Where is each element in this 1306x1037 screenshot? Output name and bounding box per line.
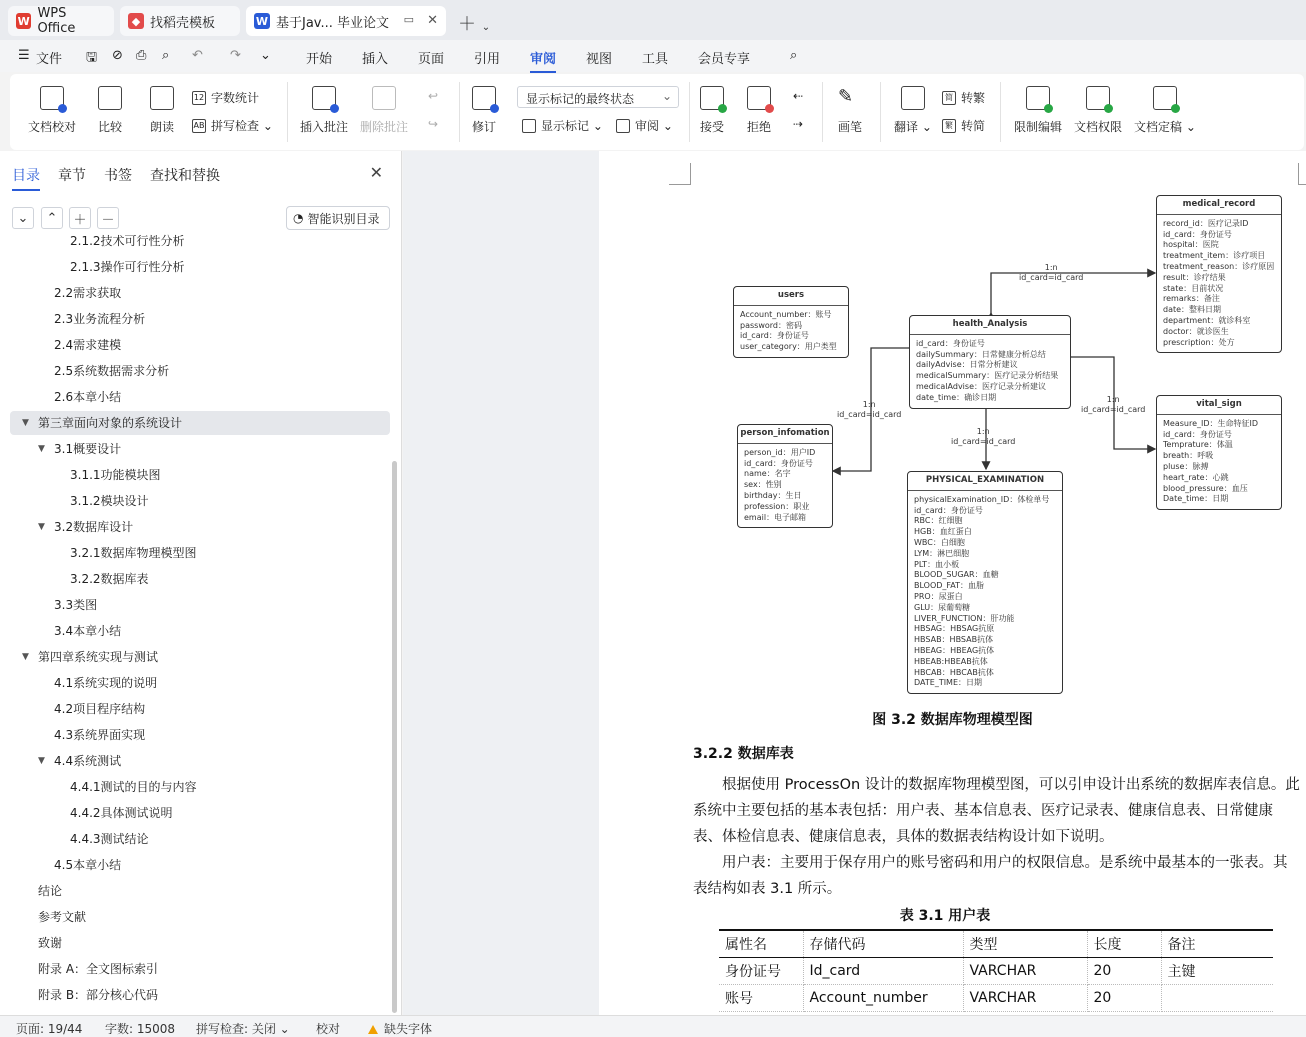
warning-icon (368, 1025, 378, 1034)
entity-field: DATE_TIME：日期 (914, 678, 983, 688)
table-cell: Account_number (803, 985, 963, 1012)
ribbon-divider (689, 82, 690, 142)
menu-review[interactable]: 审阅 (530, 48, 556, 67)
entity-field: medicalSummary：医疗记录分析结果 (916, 371, 1059, 381)
toc-item-label: 2.1.2技术可行性分析 (70, 234, 185, 248)
prev-comment-icon[interactable]: ↩ (428, 89, 439, 103)
translate-button[interactable]: 翻译 ⌄ (894, 86, 932, 135)
entity-field: id_card：身份证号 (1163, 229, 1232, 239)
proofread-button[interactable]: 文档校对 (28, 86, 76, 135)
user-table (719, 929, 1273, 1012)
table-cell: Id_card (803, 958, 963, 985)
paragraph: 根据使用 ProcessOn 设计的数据库物理模型图，可以引申设计出系统的数据库表信息。此系统中主要包括的基本表包括：用户表、基本信息表、医疗记录表、健康信息表、日常健康表、体检信息表、健康信息表，具体的数据表结构设计如下说明。 (693, 777, 1300, 845)
entity-field: heart_rate：心跳 (1163, 472, 1229, 482)
toc-item[interactable] (10, 697, 390, 721)
table-cell: 20 (1087, 985, 1161, 1012)
revise-button[interactable]: 修订 (472, 86, 496, 135)
toc-item-label: 2.5系统数据需求分析 (54, 364, 170, 378)
toc-item-label: 4.3系统界面实现 (54, 728, 146, 742)
table-cell: 账号 (719, 985, 803, 1012)
toc-item-label: 结论 (38, 884, 63, 898)
simplified-icon: 繁 (942, 119, 956, 133)
entity-field: HBSAB：HBSAB抗体 (914, 635, 994, 645)
entity-field: medicalAdvise：医疗记录分析建议 (916, 381, 1046, 391)
proofread-icon (40, 86, 64, 110)
entity-field: id_card：身份证号 (1163, 429, 1232, 439)
entity-field: hospital：医院 (1163, 240, 1219, 250)
entity-field: Account_number：账号 (740, 309, 832, 319)
ribbon-divider (822, 82, 823, 142)
menu-start[interactable]: 开始 (306, 52, 333, 67)
markup-state-select[interactable]: 显示标记的最终状态 ⌄ (517, 86, 679, 108)
expand-triangle-icon[interactable]: ▼ (38, 444, 45, 454)
toc-item[interactable] (10, 255, 390, 279)
table-row (719, 985, 1273, 1012)
save-icon[interactable]: 🖫 (86, 50, 98, 65)
tab-label: 找稻壳模板 (150, 15, 216, 31)
undo-icon[interactable]: ↶ (192, 48, 203, 63)
ribbon-divider (287, 82, 288, 142)
toc-item-label: 2.4需求建模 (54, 338, 122, 352)
tab-wps-office[interactable] (8, 6, 114, 36)
tab-document[interactable] (246, 6, 446, 36)
entity-fields (1157, 415, 1281, 509)
delete-comment-icon (372, 86, 396, 110)
expand-triangle-icon[interactable]: ▼ (38, 522, 45, 532)
read-aloud-button[interactable]: 朗读 (150, 86, 174, 135)
toc-item[interactable] (10, 385, 390, 409)
more-icon[interactable]: ⌄ (260, 48, 271, 63)
entity-field: HGB：血红蛋白 (914, 527, 972, 537)
entity-field: birthday：生日 (744, 490, 802, 500)
menu-member[interactable]: 会员专享 (698, 52, 751, 67)
entity-field: Temprature：体温 (1163, 440, 1233, 450)
entity-physical-examination: PHYSICAL_EXAMINATION physicalExamination_ID：体检单号 id_card：身份证号 RBC：红细胞 HGB：血红蛋白 WBC：白细胞 LYM：淋巴细胞 PLT：血小板 BLOOD_SUGAR：血糖 BLOOD_FAT：血脂 PRO：尿蛋白 GLU：尿葡萄糖 LIVER_FUNCTION：肝功能 HBSAG：HBSAG抗原 HBSAB：HBSAB抗体 HBEAG：HBEAG抗体 HBEAB:HBEAB抗体 HBCAB：HBCAB抗体 DATE_TIME：日期 (907, 471, 1063, 694)
word-count-button[interactable]: 12 字数统计 (193, 91, 260, 105)
relation-label: 1:n id_card=id_card (1081, 395, 1146, 414)
toc-item-label: 3.2.2数据库表 (70, 572, 149, 586)
entity-field: dailySummary：日常健康分析总结 (916, 349, 1046, 359)
entity-field: dailyAdvise：日常分析建议 (916, 360, 1018, 370)
toc-item-label: 3.2数据库设计 (54, 520, 134, 534)
entity-field: state：目前状况 (1163, 283, 1224, 293)
menu-view[interactable]: 视图 (586, 52, 613, 67)
new-tab-icon[interactable]: ＋ ⌄ (458, 14, 491, 35)
compare-icon (98, 86, 122, 110)
review-pane-icon (616, 119, 630, 133)
document-page (599, 151, 1306, 1015)
to-traditional-button[interactable]: 简 转繁 (942, 89, 985, 106)
entity-field: PLT：血小板 (914, 559, 960, 569)
insert-comment-icon (312, 86, 336, 110)
toc-item[interactable] (10, 957, 390, 981)
docer-logo-icon: ◆ (128, 13, 144, 29)
toc-item-label: 3.4本章小结 (54, 624, 122, 638)
review-pane-button[interactable]: 审阅 ⌄ (616, 117, 673, 134)
entity-fields (738, 444, 832, 528)
toc-item[interactable] (10, 489, 390, 513)
search-icon[interactable]: ⌕ (790, 48, 798, 63)
doc-permission-button[interactable]: 文档权限 (1074, 86, 1122, 135)
toc-item[interactable] (10, 567, 390, 591)
toc-item[interactable] (10, 411, 390, 435)
entity-field: sex：性别 (744, 480, 782, 490)
entity-person-infomation: person_infomation person_id：用户ID id_card：身份证号 name：名字 sex：性别 birthday：生日 profession：职业 email：电子邮箱 (737, 424, 833, 528)
toc-item[interactable] (10, 307, 390, 331)
table-header-row (719, 930, 1273, 958)
toc-item[interactable] (10, 619, 390, 643)
entity-field: WBC：白细胞 (914, 537, 965, 547)
finalize-icon (1153, 86, 1177, 110)
table-header-cell: 类型 (963, 930, 1087, 958)
table-header-cell: 备注 (1161, 930, 1273, 958)
relation-label: 1:n id_card=id_card (951, 427, 1016, 446)
entity-field: remarks：备注 (1163, 294, 1220, 304)
doc-permission-icon (1086, 86, 1110, 110)
reject-button[interactable]: 拒绝 (747, 86, 771, 135)
table-cell: VARCHAR (963, 985, 1087, 1012)
table-row (719, 958, 1273, 985)
toc-item[interactable] (10, 749, 390, 773)
expand-triangle-icon[interactable]: ▼ (38, 756, 45, 766)
entity-field: id_card：身份证号 (744, 458, 813, 468)
toc-item-label: 2.2需求获取 (54, 286, 122, 300)
table-header-cell: 存储代码 (803, 930, 963, 958)
toc-item[interactable] (10, 437, 390, 461)
traditional-icon: 简 (942, 91, 956, 105)
tab-find-replace[interactable]: 查找和替换 (150, 168, 220, 184)
toc-item-label: 4.4系统测试 (54, 754, 122, 768)
word-count-status[interactable]: 字数: 15008 (105, 1022, 176, 1036)
entity-field: password：密码 (740, 320, 802, 330)
table-cell: 主键 (1161, 958, 1273, 985)
toc-item-label: 4.1系统实现的说明 (54, 676, 158, 690)
entity-field: id_card：身份证号 (740, 331, 809, 341)
read-aloud-icon (150, 86, 174, 110)
pen-icon: ✎ (838, 86, 862, 110)
menu-tools[interactable]: 工具 (642, 52, 669, 67)
ribbon-divider (459, 82, 460, 142)
print-preview-icon[interactable]: ⌕ (162, 48, 170, 63)
entity-field: date：整料日期 (1163, 305, 1222, 315)
accept-button[interactable]: 接受 (700, 86, 724, 135)
entity-users: users Account_number：账号 password：密码 id_card：身份证号 user_category：用户类型 (733, 286, 849, 358)
paragraph: 用户表：主要用于保存用户的账号密码和用户的权限信息。是系统中最基本的一张表。其表结构如表 3.1 所示。 (693, 855, 1288, 897)
entity-field: HBEAG：HBEAG抗体 (914, 645, 995, 655)
toc-item[interactable] (10, 879, 390, 903)
entity-field: user_category：用户类型 (740, 342, 837, 352)
ribbon-divider (1000, 82, 1001, 142)
toc-item[interactable] (10, 801, 390, 825)
toc-item[interactable] (10, 931, 390, 955)
link-icon[interactable]: ⊘ (112, 48, 123, 63)
entity-field: profession：职业 (744, 501, 810, 511)
toc-item-label: 第三章面向对象的系统设计 (38, 416, 183, 430)
redo-icon[interactable]: ↷ (230, 48, 241, 63)
tab-chapters[interactable]: 章节 (58, 168, 86, 184)
smart-toc-button[interactable]: ◔ 智能识别目录 (286, 206, 390, 230)
tab-bookmarks[interactable]: 书签 (104, 168, 132, 184)
translate-icon (901, 86, 925, 110)
entity-field: result：诊疗结果 (1163, 272, 1226, 282)
toc-item[interactable] (10, 515, 390, 539)
restrict-edit-icon (1026, 86, 1050, 110)
writer-logo-icon: W (255, 14, 269, 28)
toc-item-label: 4.4.3测试结论 (70, 832, 149, 846)
toc-item[interactable] (10, 593, 390, 617)
table-header-cell: 长度 (1087, 930, 1161, 958)
toc-item[interactable] (10, 983, 390, 1007)
tab-template[interactable] (120, 6, 240, 36)
entity-field: id_card：身份证号 (916, 338, 985, 348)
entity-field: id_card：身份证号 (914, 505, 983, 515)
section-heading: 3.2.2 数据库表 (693, 746, 794, 762)
show-markup-button[interactable]: 显示标记 ⌄ (522, 117, 603, 134)
finalize-button[interactable]: 文档定稿 ⌄ (1134, 86, 1196, 135)
ribbon-divider (880, 82, 881, 142)
toc-item-label: 3.3类图 (54, 598, 98, 612)
toc-item[interactable] (10, 671, 390, 695)
remove-heading-button[interactable]: － (97, 207, 119, 229)
pen-button[interactable]: ✎ 画笔 (838, 86, 863, 134)
tab-label: 基于Jav... 毕业论文 (276, 15, 390, 31)
entity-field: LIVER_FUNCTION：肝功能 (914, 613, 1015, 623)
toc-item-label: 2.6本章小结 (54, 390, 122, 404)
toc-item[interactable] (10, 541, 390, 565)
entity-field: name：名字 (744, 469, 791, 479)
toc-item[interactable] (10, 775, 390, 799)
entity-field: email：电子邮箱 (744, 512, 807, 522)
close-tab-icon[interactable]: ✕ (427, 13, 438, 28)
close-icon[interactable]: ✕ (369, 163, 383, 182)
entity-health-analysis: health_Analysis id_card：身份证号 dailySummary：日常健康分析总结 dailyAdvise：日常分析建议 medicalSummary：医疗记录分析结果 medicalAdvise：医疗记录分析建议 date_time：确诊日期 (909, 315, 1071, 409)
tab-toc[interactable]: 目录 (12, 165, 40, 185)
expand-triangle-icon[interactable]: ▼ (22, 418, 29, 428)
document-area (403, 151, 1306, 1015)
compare-button[interactable]: 比较 (98, 86, 122, 135)
toc-item-label: 附录 A：全文图标索引 (38, 962, 159, 976)
entity-field: treatment_reason：诊疗原因 (1163, 261, 1275, 271)
chevron-down-icon: ⌄ (661, 89, 672, 103)
entity-fields (910, 335, 1070, 408)
toc-item[interactable] (10, 827, 390, 851)
table-cell: 身份证号 (719, 958, 803, 985)
expand-all-button[interactable]: ⌄ (12, 207, 34, 229)
revise-icon (472, 86, 496, 110)
delete-comment-button[interactable]: 删除批注 (360, 86, 408, 135)
toc-item[interactable] (10, 645, 390, 669)
title-bar (0, 0, 1306, 40)
toc-item-label: 2.3业务流程分析 (54, 312, 146, 326)
toc-item[interactable] (10, 333, 390, 357)
menu-page[interactable]: 页面 (418, 52, 445, 67)
to-simplified-button[interactable]: 繁 转简 (942, 117, 985, 134)
missing-font-status[interactable]: 缺失字体 (368, 1020, 432, 1037)
toc-item[interactable] (10, 853, 390, 877)
entity-field: blood_pressure：血压 (1163, 483, 1248, 493)
entity-field: treatment_item：诊疗项目 (1163, 251, 1266, 261)
menu-insert[interactable]: 插入 (362, 52, 389, 67)
entity-field: record_id：医疗记录ID (1163, 218, 1249, 228)
table-header-cell: 属性名 (719, 930, 803, 958)
menu-bar (0, 40, 1306, 72)
reject-icon (747, 86, 771, 110)
toc-item-label: 3.2.1数据库物理模型图 (70, 546, 197, 560)
page-indicator[interactable]: 页面: 19/44 (16, 1022, 83, 1036)
spell-check-icon: AB (192, 119, 206, 133)
toc-item-label: 参考文献 (38, 910, 87, 924)
entity-medical-record: medical_record record_id：医疗记录ID id_card：身份证号 hospital：医院 treatment_item：诊疗项目 treatment_reason：诊疗原因 result：诊疗结果 state：目前状况 remarks：备注 date：整料日期 department：就诊科室 doctor：就诊医生 prescription：处方 (1156, 195, 1282, 353)
smart-toc-icon: ◔ (293, 211, 304, 225)
entity-field: HBEAB:HBEAB抗体 (914, 656, 988, 666)
tab-label: WPS Office (37, 6, 76, 36)
entity-field: BLOOD_SUGAR：血糖 (914, 570, 999, 580)
toc-item-label: 3.1.2模块设计 (70, 494, 149, 508)
show-markup-icon (522, 119, 536, 133)
status-bar (0, 1015, 1306, 1037)
entity-fields (734, 306, 848, 357)
toc-item[interactable] (10, 281, 390, 305)
spell-check-button[interactable]: AB 拼写检查 ⌄ (193, 118, 273, 133)
entity-field: BLOOD_FAT：血脂 (914, 581, 985, 591)
entity-field: doctor：就诊医生 (1163, 326, 1229, 336)
toc-item-label: 4.5本章小结 (54, 858, 122, 872)
entity-field: HBCAB：HBCAB抗体 (914, 667, 994, 677)
entity-fields (908, 491, 1062, 693)
expand-triangle-icon[interactable]: ▼ (22, 652, 29, 662)
menu-file[interactable]: 文件 (36, 52, 63, 67)
restrict-edit-button[interactable]: 限制编辑 (1014, 86, 1062, 135)
toc-item[interactable] (10, 463, 390, 487)
collapse-all-button[interactable]: ⌃ (41, 207, 63, 229)
entity-field: physicalExamination_ID：体检单号 (914, 494, 1050, 504)
next-comment-icon[interactable]: ↪ (428, 117, 439, 131)
table-cell: 20 (1087, 958, 1161, 985)
toc-item[interactable] (10, 905, 390, 929)
figure-caption: 图 3.2 数据库物理模型图 (872, 712, 1033, 728)
spell-check-status[interactable]: 拼写检查: 关闭 ⌄ (196, 1022, 290, 1036)
toc-item-label: 4.2项目程序结构 (54, 702, 146, 716)
table-caption: 表 3.1 用户表 (899, 908, 991, 924)
entity-field: person_id：用户ID (744, 447, 816, 457)
relation-label: 1:n id_card=id_card (837, 400, 902, 419)
toc-item-label: 2.1.3操作可行性分析 (70, 260, 185, 274)
toc-scrollbar[interactable] (392, 461, 397, 1013)
entity-field: HBSAG：HBSAG抗原 (914, 624, 995, 634)
toc-item[interactable] (10, 359, 390, 383)
toc-item-label: 附录 B：部分核心代码 (38, 988, 159, 1002)
print-icon[interactable]: ⎙ (136, 48, 147, 63)
toc-item-label: 第四章系统实现与测试 (38, 650, 159, 664)
entity-fields (1157, 215, 1281, 353)
navigation-panel (0, 151, 402, 1015)
proofread-status[interactable]: 校对 (316, 1022, 341, 1036)
toc-item-label: 致谢 (38, 936, 63, 950)
toc-item-label: 4.4.2具体测试说明 (70, 806, 173, 820)
word-count-icon: 12 (192, 91, 206, 105)
toc-item-label: 3.1概要设计 (54, 442, 122, 456)
entity-field: Date_time：日期 (1163, 494, 1229, 504)
add-heading-button[interactable]: ＋ (69, 207, 91, 229)
accept-icon (700, 86, 724, 110)
table-cell: VARCHAR (963, 958, 1087, 985)
relation-label: 1:n id_card=id_card (1019, 263, 1084, 282)
entity-vital-sign: vital_sign Measure_ID：生命特征ID id_card：身份证号 Temprature：体温 breath：呼吸 pluse：脉搏 heart_rate：心跳 blood_pressure：血压 Date_time：日期 (1156, 395, 1282, 510)
wps-logo-icon: W (17, 14, 30, 28)
entity-field: department：就诊科室 (1163, 315, 1251, 325)
toc-item[interactable] (10, 229, 390, 253)
prev-change-icon[interactable]: ⇠ (793, 89, 804, 103)
entity-field: GLU：尿葡萄糖 (914, 602, 971, 612)
entity-field: breath：呼吸 (1163, 451, 1214, 461)
monitor-icon[interactable]: ▭ (403, 13, 414, 26)
entity-field: pluse：脉搏 (1163, 461, 1209, 471)
entity-field: Measure_ID：生命特征ID (1163, 418, 1259, 428)
entity-field: LYM：淋巴细胞 (914, 548, 970, 558)
toc-item-label: 3.1.1功能模块图 (70, 468, 161, 482)
next-change-icon[interactable]: ⇢ (793, 117, 804, 131)
entity-field: PRO：尿蛋白 (914, 591, 963, 601)
toc-item[interactable] (10, 723, 390, 747)
menu-reference[interactable]: 引用 (474, 52, 501, 67)
toc-item-label: 4.4.1测试的目的与内容 (70, 780, 197, 794)
menu-icon[interactable]: ☰ (18, 48, 30, 63)
insert-comment-button[interactable]: 插入批注 (300, 86, 348, 135)
entity-field: prescription：处方 (1163, 337, 1235, 347)
entity-field: RBC：红细胞 (914, 516, 963, 526)
table-cell (1161, 985, 1273, 1012)
entity-field: date_time：确诊日期 (916, 392, 997, 402)
